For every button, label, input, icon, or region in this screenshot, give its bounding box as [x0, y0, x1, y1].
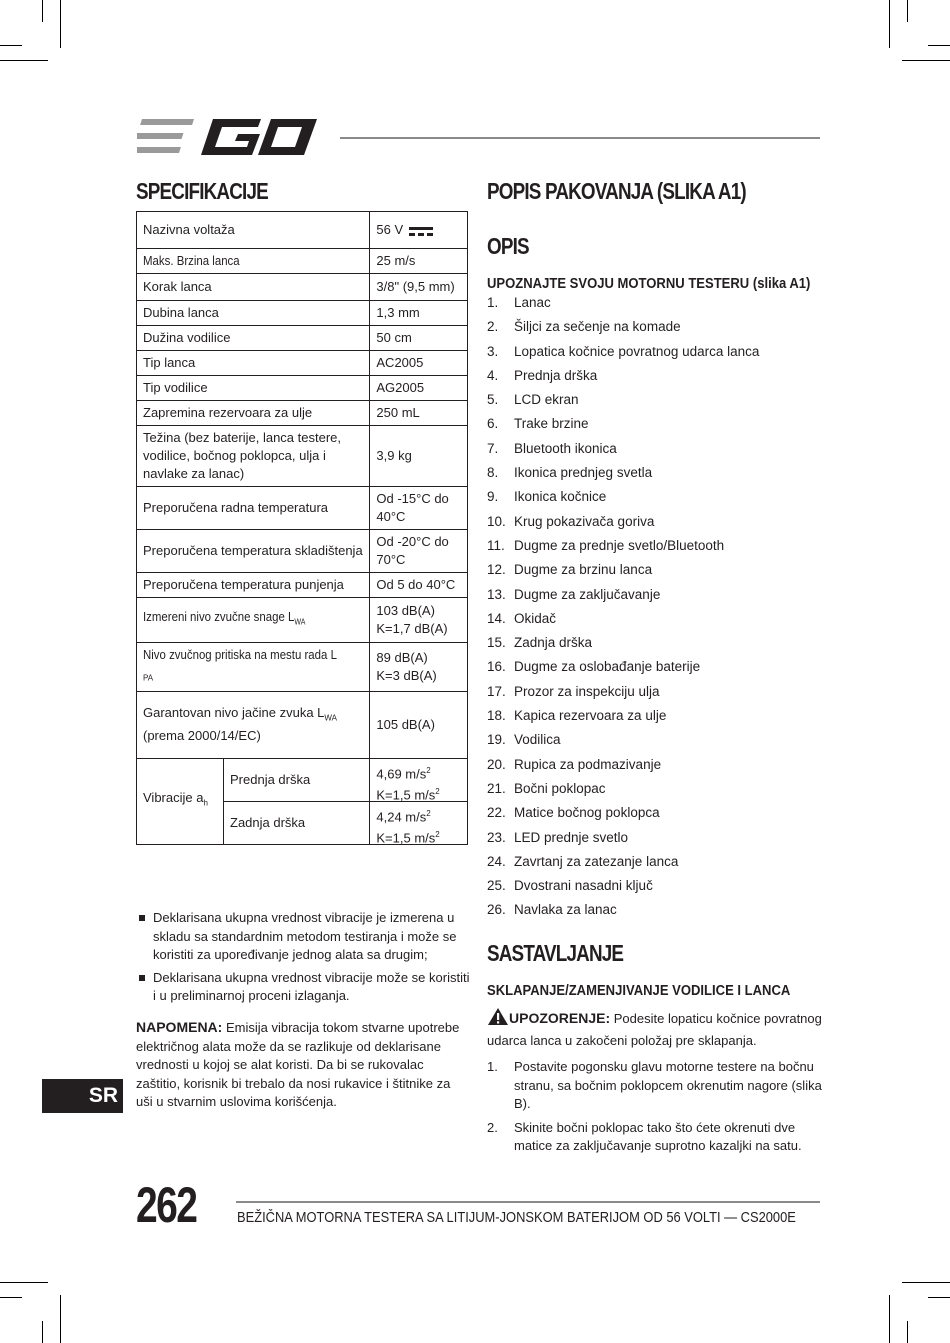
list-item-number: 24. — [487, 853, 506, 869]
list-item — [487, 829, 822, 853]
list-item — [487, 658, 822, 682]
vibration-label: Vibracije $a_h$ — [137, 759, 224, 844]
list-item-number: 25. — [487, 878, 506, 894]
list-item — [487, 634, 822, 658]
crop-mark — [60, 0, 61, 48]
spec-label: Maks. Brzina lanca — [137, 249, 370, 274]
spec-value: 3/8" (9,5 mm) — [370, 274, 468, 301]
spec-value: 56 V — [370, 212, 468, 249]
list-item-text: Dugme za prednje svetlo/Bluetooth — [514, 537, 725, 553]
list-item-text: Lanac — [514, 295, 551, 310]
opis-subtitle: UPOZNAJTE SVOJU MOTORNU TESTERU (slika A1) — [487, 276, 811, 292]
crop-mark — [928, 45, 950, 46]
list-item-text: Kapica rezervoara za ulje — [514, 708, 667, 724]
spec-value — [370, 758, 468, 844]
spec-title: SPECIFIKACIJE — [136, 178, 268, 204]
crop-mark — [907, 0, 908, 22]
list-item: Deklarisana ukupna vrednost vibracije može se koristiti i u preliminarnoj proceni izlaganja. — [136, 969, 470, 1006]
list-item-text: Ikonica kočnice — [514, 489, 607, 505]
list-item-number: 26. — [487, 902, 506, 918]
list-item — [487, 853, 822, 877]
ego-logo — [137, 116, 321, 163]
list-item — [487, 731, 822, 755]
list-item-number: 7. — [487, 440, 499, 456]
list-item-number: 22. — [487, 805, 506, 821]
page-number: 262 — [136, 1177, 197, 1233]
dc-symbol-icon — [409, 226, 433, 236]
table-row — [137, 401, 468, 426]
spec-value: Od -15°C do 40°C — [370, 487, 468, 530]
spec-value: 25 m/s — [370, 249, 468, 274]
spec-value: Od -20°C do 70°C — [370, 530, 468, 573]
spec-label: Garantovan nivo jačine zvuka $L_{WA}$ (prema 2000/14/EC) — [137, 691, 370, 758]
table-row — [137, 212, 468, 249]
list-item — [487, 513, 822, 537]
spec-label — [137, 758, 370, 844]
list-item: Deklarisana ukupna vrednost vibracije je izmerena u skladu sa standardnim metodom testiranja i može se koristiti za upoređivanje jednog alata sa drugim; — [136, 909, 470, 965]
list-item-text: Dvostrani nasadni ključ — [514, 878, 653, 894]
spec-label: Zapremina rezervoara za ulje — [137, 401, 370, 426]
list-item-number: 16. — [487, 659, 506, 675]
assembly-header — [487, 940, 824, 999]
list-item-text: Bočni poklopac — [514, 780, 606, 796]
vibration-front-label: Prednja drška — [224, 759, 370, 802]
crop-mark — [0, 1297, 22, 1298]
list-item — [487, 610, 822, 634]
list-item-text: LED prednje svetlo — [514, 829, 629, 845]
list-item-number: 15. — [487, 635, 506, 651]
list-item — [487, 415, 822, 439]
warning-paragraph: UPOZORENJE: Podesite lopaticu kočnice povratnog udarca lanca u zakočeni položaj pre sklapanja. — [487, 1007, 822, 1050]
list-item-text: Dugme za zaključavanje — [514, 586, 661, 602]
list-item-number: 12. — [487, 562, 506, 578]
list-item-number: 3. — [487, 343, 499, 359]
table-row — [137, 758, 468, 844]
list-item — [487, 683, 822, 707]
list-item — [487, 440, 822, 464]
table-row — [137, 376, 468, 401]
list-item-number: 1. — [487, 295, 499, 310]
crop-mark — [42, 0, 43, 22]
table-row — [137, 598, 468, 643]
spec-value: 105 dB(A) — [370, 691, 468, 758]
spec-label: Dubina lanca — [137, 301, 370, 326]
list-item — [487, 294, 822, 318]
list-item-text: Zavrtanj za zatezanje lanca — [514, 853, 679, 869]
spec-label: Tip vodilice — [137, 376, 370, 401]
crop-mark — [902, 60, 950, 61]
list-item-number: 19. — [487, 732, 506, 748]
list-item — [487, 756, 822, 780]
list-item-text: Navlaka za lanac — [514, 902, 617, 918]
language-tab: SR — [42, 1079, 123, 1113]
packing-title: POPIS PAKOVANJA (SLIKA A1) — [487, 178, 746, 204]
table-row — [137, 530, 468, 573]
table-row — [137, 573, 468, 598]
list-item — [487, 804, 822, 828]
table-row — [137, 426, 468, 487]
list-item: 1. Postavite pogonsku glavu motorne testere na bočnu stranu, sa bočnim poklopcem okrenutim nagore (slika B). — [487, 1059, 822, 1111]
header-rule — [340, 137, 820, 139]
spec-value: Od 5 do 40°C — [370, 573, 468, 598]
list-item-text: Krug pokazivača goriva — [514, 513, 655, 529]
list-item-number: 13. — [487, 586, 506, 602]
spec-value: AG2005 — [370, 376, 468, 401]
list-item — [487, 464, 822, 488]
list-item-text: Prednja drška — [514, 367, 598, 383]
list-item-number: 8. — [487, 465, 499, 481]
list-item-number: 4. — [487, 367, 499, 383]
list-item-number: 17. — [487, 683, 506, 699]
vibration-bullets — [136, 909, 470, 1010]
list-item — [487, 488, 822, 512]
list-item-number: 10. — [487, 513, 506, 529]
list-item-text: Bluetooth ikonica — [514, 440, 617, 456]
list-item-text: Vodilica — [514, 732, 561, 748]
crop-mark — [0, 60, 48, 61]
list-item-text: Okidač — [514, 610, 557, 626]
spec-label: Dužina vodilice — [137, 326, 370, 351]
spec-value: AC2005 — [370, 351, 468, 376]
list-item-text: LCD ekran — [514, 392, 579, 408]
list-item-text: Lopatica kočnice povratnog udarca lanca — [514, 343, 760, 359]
list-item — [487, 537, 822, 561]
spec-value: 50 cm — [370, 326, 468, 351]
table-row — [137, 249, 468, 274]
list-item — [487, 318, 822, 342]
crop-mark — [889, 0, 890, 48]
footer-title: BEŽIČNA MOTORNA TESTERA SA LITIJUM-JONSKOM BATERIJOM OD 56 VOLTI — CS2000E — [237, 1209, 796, 1226]
crop-mark — [0, 45, 22, 46]
list-item-number: 23. — [487, 829, 506, 845]
list-item-number: 11. — [487, 537, 505, 553]
list-item — [487, 707, 822, 731]
list-item — [487, 343, 822, 367]
table-row — [137, 351, 468, 376]
spec-label: Tip lanca — [137, 351, 370, 376]
spec-label: Preporučena radna temperatura — [137, 487, 370, 530]
spec-value: 250 mL — [370, 401, 468, 426]
list-item-number: 21. — [487, 780, 506, 796]
spec-label: Izmereni nivo zvučne snage $L_{WA}$ — [137, 598, 370, 643]
assembly-title: SASTAVLJANJE — [487, 940, 624, 966]
list-item — [487, 780, 822, 804]
bullet-square-icon — [139, 915, 145, 921]
note-paragraph: NAPOMENA: Emisija vibracija tokom stvarne upotrebe električnog alata može da se razlikuje od deklarisane vrednosti u kojoj se alat koristi. Da bi se rukovalac zaštitio, korisnik bi trebalo da nosi rukavice i štitnike za uši u stvarnim uslovima korišćenja. — [136, 1019, 460, 1109]
list-item — [487, 367, 822, 391]
table-row — [137, 326, 468, 351]
table-row — [137, 301, 468, 326]
crop-mark — [902, 1282, 950, 1283]
list-item-text: Dugme za brzinu lanca — [514, 562, 653, 578]
list-item-number: 9. — [487, 489, 499, 505]
assembly-steps — [487, 1058, 822, 1161]
crop-mark — [60, 1295, 61, 1343]
spec-label: Preporučena temperatura skladištenja — [137, 530, 370, 573]
list-item-number: 5. — [487, 392, 499, 408]
list-item — [487, 586, 822, 610]
list-item-text: Dugme za oslobađanje baterije — [514, 659, 701, 675]
spec-label: Nivo zvučnog pritiska na mestu rada $L_{PA}$ — [137, 643, 370, 692]
warning-triangle-icon — [487, 1007, 509, 1032]
vibration-rear-label: Zadnja drška — [230, 814, 306, 830]
list-item-number: 2. — [487, 319, 499, 335]
list-item-text: Trake brzine — [514, 416, 589, 432]
list-item-text: Prozor za inspekciju ulja — [514, 683, 660, 699]
list-item-number: 20. — [487, 756, 506, 772]
list-item-text: Rupica za podmazivanje — [514, 756, 662, 772]
bullet-square-icon — [139, 975, 145, 981]
opis-title: OPIS — [487, 233, 529, 259]
vibration-front-value: 4,69 $m/s^2$ K=1,5 $m/s^2$ — [370, 759, 467, 802]
list-item — [487, 391, 822, 415]
spec-label: Korak lanca — [137, 274, 370, 301]
table-row — [137, 643, 468, 692]
vibration-rear-value: 4,24 $m/s^2$ K=1,5 $m/s^2$ — [376, 808, 440, 846]
spec-value: 89 dB(A) K=3 dB(A) — [370, 643, 468, 692]
spec-value: 103 dB(A) K=1,7 dB(A) — [370, 598, 468, 643]
list-item-text: Matice bočnog poklopca — [514, 805, 660, 821]
table-row — [137, 274, 468, 301]
crop-mark — [889, 1295, 890, 1343]
crop-mark — [0, 1282, 48, 1283]
spec-value: 3,9 kg — [370, 426, 468, 487]
crop-mark — [42, 1321, 43, 1343]
crop-mark — [928, 1297, 950, 1298]
list-item-number: 14. — [487, 610, 506, 626]
crop-mark — [907, 1321, 908, 1343]
assembly-subtitle: SKLAPANJE/ZAMENJIVANJE VODILICE I LANCA — [487, 983, 791, 999]
list-item-text: Zadnja drška — [514, 635, 593, 651]
footer-rule — [236, 1201, 820, 1203]
table-row — [137, 487, 468, 530]
spec-label: Preporučena temperatura punjenja — [137, 573, 370, 598]
list-item-number: 18. — [487, 708, 506, 724]
list-item-number: 6. — [487, 416, 499, 432]
list-item-text: Šiljci za sečenje na komade — [514, 319, 681, 335]
table-row — [137, 691, 468, 758]
spec-label: Težina (bez baterije, lanca testere, vodilice, bočnog poklopca, ulja i navlake za lanac) — [137, 426, 370, 487]
list-item — [487, 901, 822, 925]
spec-value: 1,3 mm — [370, 301, 468, 326]
list-item — [487, 561, 822, 585]
spec-label: Nazivna voltaža — [137, 212, 370, 249]
list-item: 2. Skinite bočni poklopac tako što ćete okrenuti dve matice za zaključavanje suprotno kazaljki na satu. — [487, 1119, 802, 1153]
list-item-text: Ikonica prednjeg svetla — [514, 465, 653, 481]
parts-list — [487, 294, 822, 926]
list-item — [487, 877, 822, 901]
spec-table — [136, 211, 468, 845]
